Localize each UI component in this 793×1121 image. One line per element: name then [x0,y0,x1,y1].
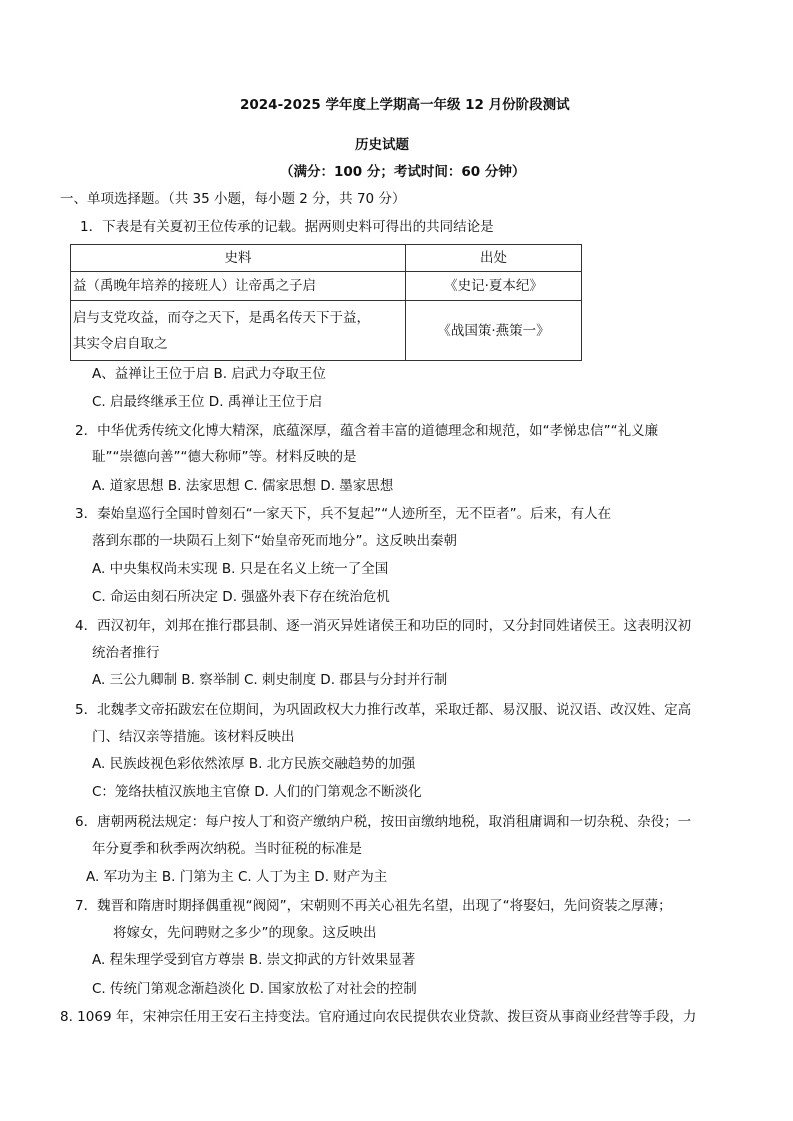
question-1-options: A、益禅让王位于启 B. 启武力夺取王位 [92,366,326,382]
table-cell: 《战国策·燕策一》 [406,301,582,361]
table-header-row [71,245,582,272]
question-3-stem: 落到东郡的一块陨石上刻下“始皇帝死而地分”。这反映出秦朝 [92,533,457,549]
table-header-source: 史料 [71,245,406,272]
source-table [70,244,582,361]
question-1-options: C. 启最终继承王位 D. 禹禅让王位于启 [92,394,323,410]
question-6-options: A. 军功为主 B. 门第为主 C. 人丁为主 D. 财产为主 [86,869,388,885]
question-1-stem: 1．下表是有关夏初王位传承的记载。据两则史料可得出的共同结论是 [80,219,494,235]
table-cell [71,301,406,361]
table-cell: 益（禹晚年培养的接班人）让帝禹之子启 [71,272,406,301]
table-row [71,301,582,361]
question-5-stem: 5．北魏孝文帝拓跋宏在位期间，为巩固政权大力推行改革，采取迁都、易汉服、说汉语、改汉姓、定高 [75,702,692,718]
exam-title: 2024-2025 学年度上学期高一年级 12 月份阶段测试 [240,97,570,113]
question-5-options: A. 民族歧视色彩依然浓厚 B. 北方民族交融趋势的加强 [92,756,416,772]
question-3-stem: 3．秦始皇巡行全国时曾刻石“一家天下，兵不复起”“人迹所至，无不臣者”。后来，有人在 [75,506,612,522]
question-2-stem: 2．中华优秀传统文化博大精深，底蕴深厚，蕴含着丰富的道德理念和规范，如“孝悌忠信”“礼义廉 [75,423,659,439]
subject-title: 历史试题 [355,137,409,153]
question-2-options: A. 道家思想 B. 法家思想 C. 儒家思想 D. 墨家思想 [92,478,394,494]
question-7-options: C. 传统门第观念渐趋淡化 D. 国家放松了对社会的控制 [92,981,417,997]
question-3-options: A. 中央集权尚未实现 B. 只是在名义上统一了全国 [92,561,389,577]
section-heading: 一、单项选择题。（共 35 小题，每小题 2 分，共 70 分） [60,191,406,207]
table-cell: 《史记·夏本纪》 [406,272,582,301]
question-6-stem: 6．唐朝两税法规定：每户按人丁和资产缴纳户税，按田亩缴纳地税，取消租庸调和一切杂税、杂役；一 [75,814,692,830]
question-7-stem: 将嫁女，先问聘财之多少”的现象。这反映出 [113,925,377,941]
question-5-stem: 门、结汉亲等措施。该材料反映出 [92,729,295,745]
table-header-origin: 出处 [406,245,582,272]
question-4-stem: 4．西汉初年，刘邦在推行郡县制、逐一消灭异姓诸侯王和功臣的同时，又分封同姓诸侯王。这表明汉初 [75,618,692,634]
question-5-options: C：笼络扶植汉族地主官僚 D. 人们的门第观念不断淡化 [92,784,422,800]
question-6-stem: 年分夏季和秋季两次纳税。当时征税的标准是 [92,841,362,857]
exam-info: （满分：100 分；考试时间：60 分钟） [280,164,526,180]
question-4-options: A. 三公九卿制 B. 察举制 C. 刺史制度 D. 郡县与分封并行制 [92,672,448,688]
question-3-options: C. 命运由刻石所决定 D. 强盛外表下存在统治危机 [92,589,390,605]
question-7-options: A. 程朱理学受到官方尊崇 B. 崇文抑武的方针效果显著 [92,952,416,968]
question-8-stem: 8. 1069 年，宋神宗任用王安石主持变法。官府通过向农民提供农业贷款、拨巨资从事商业经营等手段，力 [60,1009,697,1025]
table-cell-line: 启与支党攻益，而夺之天下，是禹名传天下于益， [73,309,370,326]
question-7-stem: 7．魏晋和隋唐时期择偶重视“阀阅”，宋朝则不再关心祖先名望，出现了“将娶妇，先问资装之厚薄； [75,898,672,914]
table-row [71,272,582,301]
question-2-stem: 耻”“崇德向善”“德大称师”等。材料反映的是 [92,449,357,465]
table-cell-line: 其实令启自取之 [73,335,168,352]
question-4-stem: 统治者推行 [92,645,160,661]
